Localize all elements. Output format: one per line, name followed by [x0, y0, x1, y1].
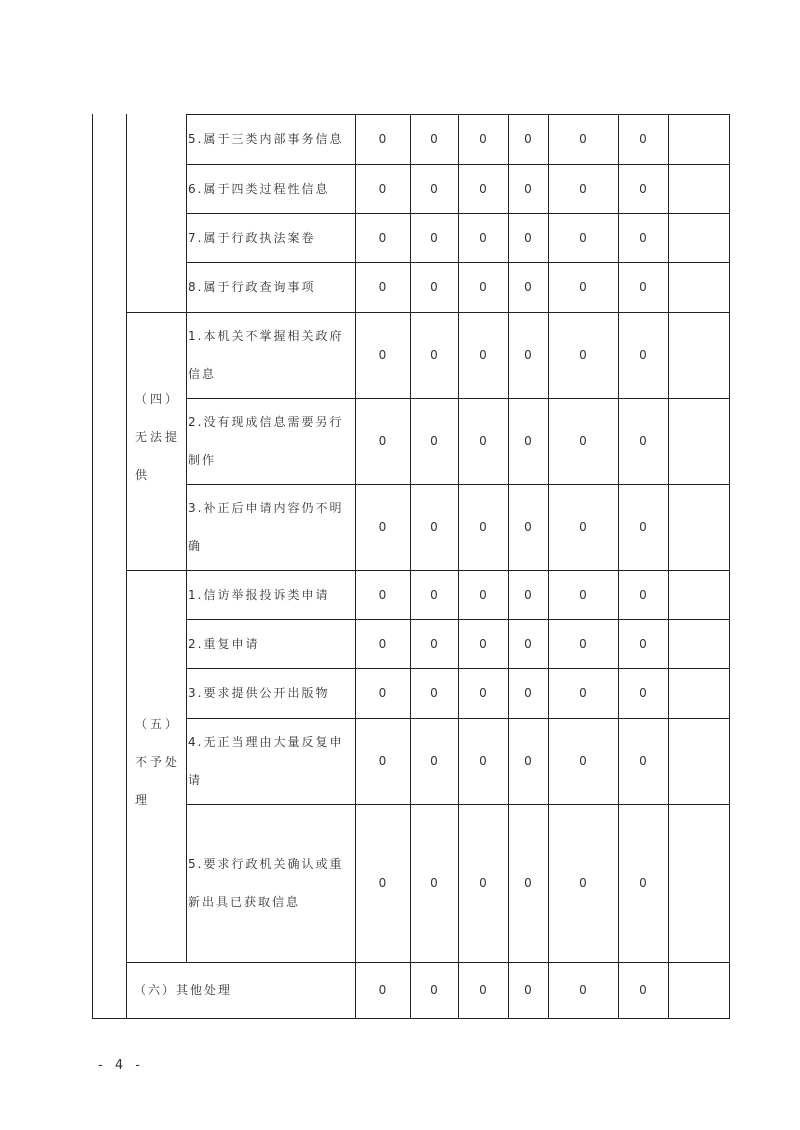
value-cell: 0: [639, 520, 647, 534]
value-cell: 0: [479, 686, 487, 700]
value-cell: 0: [430, 876, 438, 890]
value-cell: 0: [579, 754, 587, 768]
value-cell: 0: [579, 983, 587, 997]
value-cell: 0: [430, 434, 438, 448]
row-item-label: 5.要求行政机关确认或重新出具已获取信息: [188, 857, 344, 909]
value-cell: 0: [639, 754, 647, 768]
value-cell: 0: [479, 132, 487, 146]
value-cell: 0: [430, 230, 438, 245]
value-cell: 0: [579, 181, 587, 196]
row-item-label: （六）其他处理: [134, 983, 233, 997]
value-cell: 0: [378, 132, 387, 146]
value-cell: 0: [430, 132, 438, 146]
value-cell: 0: [479, 983, 487, 997]
value-cell: 0: [579, 636, 587, 651]
value-cell: 0: [479, 520, 487, 534]
value-cell: 0: [639, 132, 647, 146]
value-cell: 0: [639, 230, 647, 245]
row-item-label: 5.属于三类内部事务信息: [188, 132, 344, 146]
value-cell: 0: [378, 434, 387, 448]
grid-vline: [126, 114, 127, 1019]
value-cell: 0: [479, 280, 487, 294]
value-cell: 0: [378, 686, 387, 700]
grid-hline: [92, 1018, 730, 1019]
value-cell: 0: [524, 348, 532, 362]
value-cell: 0: [524, 132, 532, 146]
value-cell: 0: [430, 686, 438, 700]
value-cell: 0: [479, 348, 487, 362]
row-item-label: 1.信访举报投诉类申请: [188, 587, 330, 602]
value-cell: 0: [378, 280, 387, 294]
value-cell: 0: [430, 636, 438, 651]
value-cell: 0: [479, 181, 487, 196]
value-cell: 0: [579, 434, 587, 448]
row-item-label: 3.要求提供公开出版物: [188, 686, 330, 700]
value-cell: 0: [579, 230, 587, 245]
value-cell: 0: [579, 587, 587, 602]
grid-vline: [186, 114, 187, 962]
value-cell: 0: [479, 636, 487, 651]
value-cell: 0: [430, 280, 438, 294]
value-cell: 0: [579, 280, 587, 294]
value-cell: 0: [479, 876, 487, 890]
value-cell: 0: [639, 686, 647, 700]
value-cell: 0: [378, 181, 387, 196]
row-item-label: 7.属于行政执法案卷: [188, 230, 316, 245]
value-cell: 0: [579, 520, 587, 534]
value-cell: 0: [639, 434, 647, 448]
value-cell: 0: [639, 181, 647, 196]
value-cell: 0: [639, 587, 647, 602]
value-cell: 0: [524, 520, 532, 534]
value-cell: 0: [430, 587, 438, 602]
value-cell: 0: [579, 876, 587, 890]
value-cell: 0: [524, 754, 532, 768]
value-cell: 0: [524, 181, 532, 196]
value-cell: 0: [639, 876, 647, 890]
value-cell: 0: [378, 348, 387, 362]
value-cell: 0: [579, 132, 587, 146]
grid-vline: [92, 114, 93, 1019]
grid-vline: [729, 114, 730, 1019]
row-item-label: 3.补正后申请内容仍不明确: [188, 501, 344, 553]
value-cell: 0: [378, 983, 387, 997]
group-label-four: （四）无法提供: [135, 392, 181, 482]
row-item-label: 4.无正当理由大量反复申请: [188, 735, 344, 787]
group-label-five: （五）不予处理: [135, 717, 181, 807]
value-cell: 0: [524, 636, 532, 651]
value-cell: 0: [378, 587, 387, 602]
value-cell: 0: [430, 181, 438, 196]
value-cell: 0: [378, 754, 387, 768]
value-cell: 0: [430, 348, 438, 362]
value-cell: 0: [430, 983, 438, 997]
value-cell: 0: [579, 348, 587, 362]
page-number: - 4 -: [98, 1058, 144, 1073]
value-cell: 0: [479, 754, 487, 768]
row-item-label: 2.重复申请: [188, 636, 260, 651]
value-cell: 0: [378, 636, 387, 651]
value-cell: 0: [524, 434, 532, 448]
grid-vline: [668, 114, 669, 1019]
value-cell: 0: [524, 876, 532, 890]
value-cell: 0: [378, 876, 387, 890]
value-cell: 0: [639, 280, 647, 294]
value-cell: 0: [524, 230, 532, 245]
value-cell: 0: [524, 587, 532, 602]
value-cell: 0: [430, 754, 438, 768]
row-item-label: 6.属于四类过程性信息: [188, 181, 330, 196]
row-item-label: 8.属于行政查询事项: [188, 280, 316, 294]
value-cell: 0: [479, 587, 487, 602]
value-cell: 0: [479, 230, 487, 245]
value-cell: 0: [430, 520, 438, 534]
value-cell: 0: [524, 686, 532, 700]
value-cell: 0: [524, 280, 532, 294]
value-cell: 0: [639, 636, 647, 651]
row-item-label: 1.本机关不掌握相关政府信息: [188, 329, 344, 381]
value-cell: 0: [378, 230, 387, 245]
value-cell: 0: [639, 983, 647, 997]
value-cell: 0: [479, 434, 487, 448]
value-cell: 0: [524, 983, 532, 997]
row-item-label: 2.没有现成信息需要另行制作: [188, 415, 344, 467]
value-cell: 0: [378, 520, 387, 534]
value-cell: 0: [579, 686, 587, 700]
value-cell: 0: [639, 348, 647, 362]
